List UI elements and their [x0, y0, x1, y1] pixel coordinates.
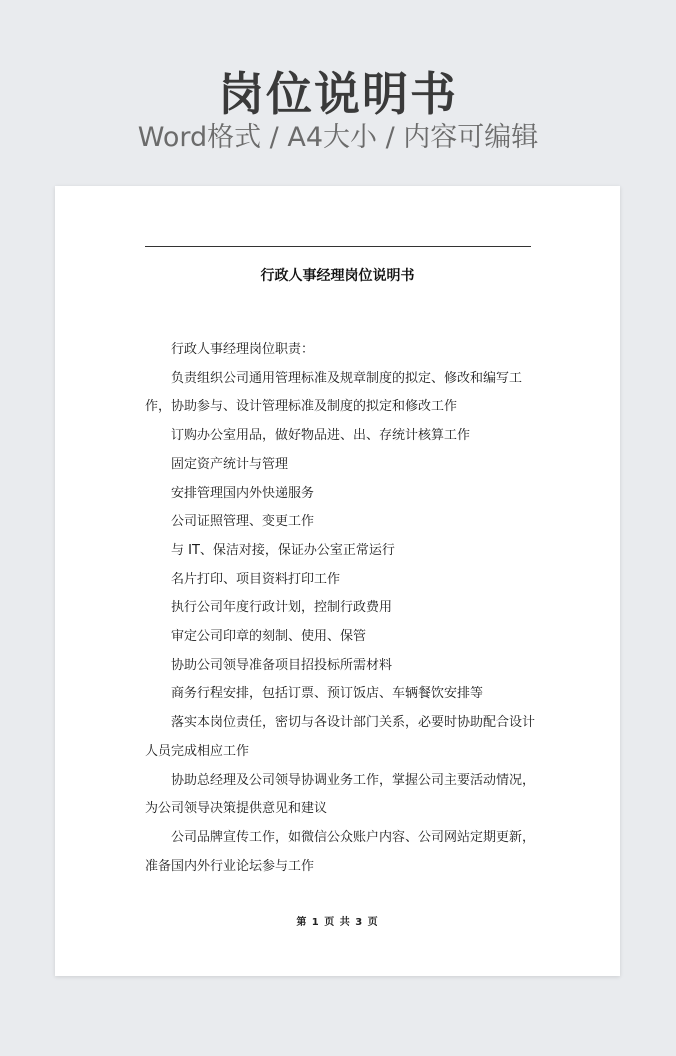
paragraph: 固定资产统计与管理: [171, 456, 289, 472]
document-title: 行政人事经理岗位说明书: [260, 268, 415, 284]
paragraph: 审定公司印章的刻制、使用、保管: [171, 629, 367, 645]
paragraph: 落实本岗位责任，密切与各设计部门关系，必要时协助配合设计人员完成相应工作: [145, 715, 536, 759]
paragraph: 公司证照管理、变更工作: [171, 514, 315, 530]
paragraph: 执行公司年度行政计划，控制行政费用: [171, 600, 393, 616]
paragraph: 协助总经理及公司领导协调业务工作，掌握公司主要活动情况，为公司领导决策提供意见和建议: [145, 772, 536, 817]
paragraph: 安排管理国内外快递服务: [171, 485, 315, 501]
paragraph: 订购办公室用品，做好物品进、出、存统计核算工作: [171, 428, 471, 444]
paragraph: 与 IT、保洁对接，保证办公室正常运行: [171, 542, 395, 558]
paragraph: 协助公司领导准备项目招投标所需材料: [171, 657, 393, 673]
paragraph: 商务行程安排，包括订票、预订饭店、车辆餐饮安排等: [171, 686, 484, 702]
document-body: [145, 336, 545, 881]
paragraph-heading: 行政人事经理岗位职责：: [171, 342, 315, 357]
banner-subtitle: Word格式 / A4大小 / 内容可编辑: [137, 122, 539, 153]
document-page: [55, 186, 620, 976]
paragraph: 负责组织公司通用管理标准及规章制度的拟定、修改和编写工作，协助参与、设计管理标准及制度的拟定和修改工作: [145, 370, 523, 415]
paragraph: 公司品牌宣传工作，如微信公众账户内容、公司网站定期更新，准备国内外行业论坛参与工作: [145, 829, 536, 874]
banner-title: 岗位说明书: [218, 67, 458, 121]
paragraph: 名片打印、项目资料打印工作: [171, 571, 341, 587]
header-rule: [145, 246, 531, 247]
page-number-footer: 第 1 页 共 3 页: [296, 917, 379, 928]
